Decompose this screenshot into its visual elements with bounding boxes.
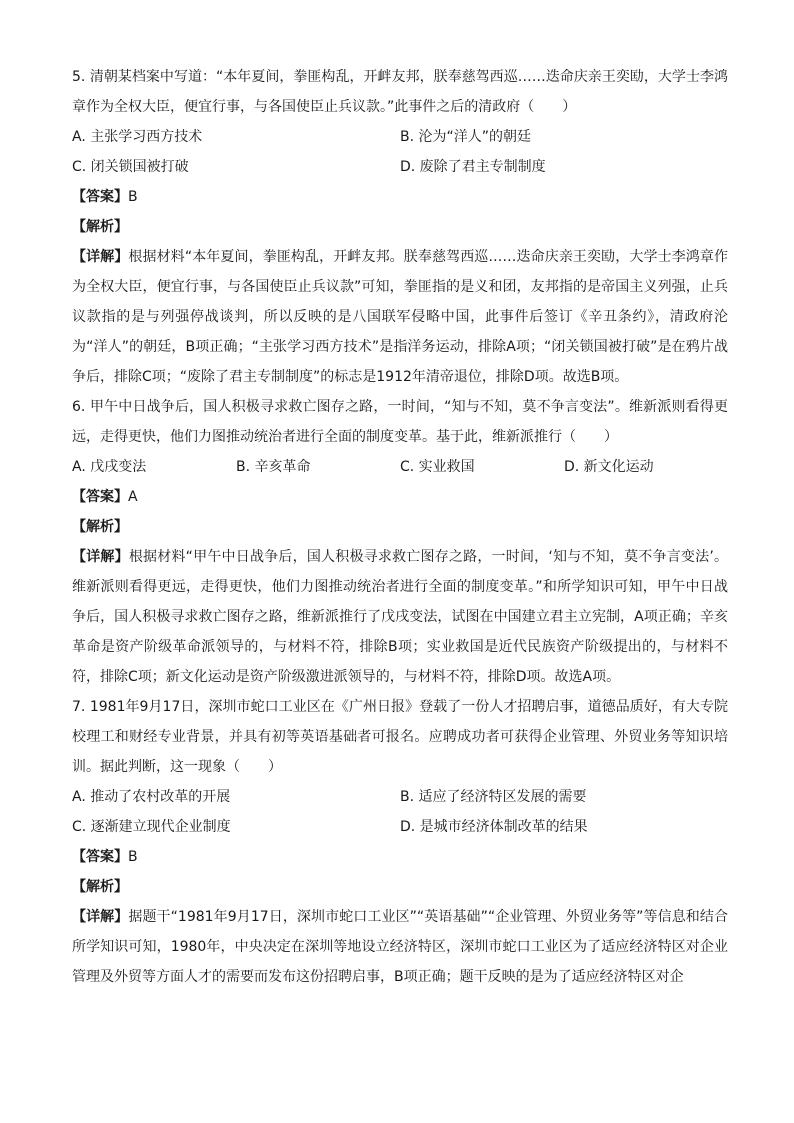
question-stem: 5. 清朝某档案中写道：“本年夏间，拳匪构乱，开衅友邦，朕奉慈驾西巡……迭命庆亲王奕劻，大学士李鸿章作为全权大臣，便宜行事，与各国使臣止兵议款。”此事件之后的清政府（ ） — [72, 69, 728, 115]
question-7 — [72, 692, 728, 992]
analysis-label: 【解析】 — [72, 219, 128, 235]
answer-label: 【答案】 — [72, 189, 128, 205]
option-b: B. 沦为“洋人”的朝廷 — [400, 129, 532, 145]
question-stem: 7. 1981年9月17日，深圳市蛇口工业区在《广州日报》登载了一份人才招聘启事，道德品质好，有大专院校理工和财经专业背景，并具有初等英语基础者可报名。应聘成功者可获得企业管理、外贸业务等知识培训。据此判断，这一现象（ ） — [72, 699, 728, 775]
document-content — [72, 62, 728, 992]
option-a: A. 戊戌变法 — [72, 459, 147, 475]
detail-label: 【详解】 — [72, 249, 129, 265]
detail-text: 根据材料“甲午中日战争后，国人积极寻求救亡图存之路，一时间，‘知与不知，莫不争言变法’。维新派则看得更远，走得更快，他们力图推动统治者进行全面的制度变革。”和所学知识可知，甲午中日战争后，国人积极寻求救亡图存之路，维新派推行了戊戌变法，试图在中国建立君主立宪制，A项正确；辛亥革命是资产阶级革命派领导的，与材料不符，排除B项；实业救国是近代民族资产阶级提出的，与材料不符，排除C项；新文化运动是资产阶级激进派领导的，与材料不符，排除D项。故选A项。 — [72, 549, 729, 685]
answer-value: B — [128, 849, 138, 865]
detail-label: 【详解】 — [72, 549, 129, 565]
option-c: C. 闭关锁国被打破 — [72, 159, 189, 175]
question-6 — [72, 392, 728, 692]
detail-text: 根据材料“本年夏间，拳匪构乱，开衅友邦。朕奉慈驾西巡……迭命庆亲王奕劻，大学士李鸿章作为全权大臣，便宜行事，与各国使臣止兵议款”可知，拳匪指的是义和团，友邦指的是帝国主义列强，止兵议款指的是与列强停战谈判，所以反映的是八国联军侵略中国，此事件后签订《辛丑条约》，清政府沦为“洋人”的朝廷，B项正确；“主张学习西方技术”是指洋务运动，排除A项；“闭关锁国被打破”是在鸦片战争后，排除C项；“废除了君主专制制度”的标志是1912年清帝退位，排除D项。故选B项。 — [72, 249, 728, 385]
detail-text: 据题干“1981年9月17日，深圳市蛇口工业区”“英语基础”“企业管理、外贸业务等”等信息和结合所学知识可知，1980年，中央决定在深圳等地设立经济特区，深圳市蛇口工业区为了适应经济特区对企业管理及外贸等方面人才的需要而发布这份招聘启事，B项正确；题干反映的是为了适应经济特区对企 — [72, 909, 728, 985]
detail-paragraph — [72, 242, 728, 392]
analysis-line — [72, 872, 728, 902]
option-a: A. 推动了农村改革的开展 — [72, 789, 231, 805]
detail-paragraph — [72, 542, 728, 692]
answer-label: 【答案】 — [72, 489, 128, 505]
answer-line — [72, 842, 728, 872]
option-c: C. 逐渐建立现代企业制度 — [72, 819, 231, 835]
analysis-line — [72, 512, 728, 542]
analysis-label: 【解析】 — [72, 519, 128, 535]
option-list — [72, 122, 728, 182]
option-list — [72, 452, 728, 482]
answer-line — [72, 182, 728, 212]
question-stem: 6. 甲午中日战争后，国人积极寻求救亡图存之路，一时间，“知与不知，莫不争言变法”。维新派则看得更远，走得更快，他们力图推动统治者进行全面的制度变革。基于此，维新派推行（ ） — [72, 399, 728, 445]
answer-value: B — [128, 189, 138, 205]
option-a: A. 主张学习西方技术 — [72, 129, 203, 145]
option-d: D. 新文化运动 — [564, 459, 654, 475]
detail-label: 【详解】 — [72, 909, 129, 925]
option-list — [72, 782, 728, 842]
answer-line — [72, 482, 728, 512]
option-c: C. 实业救国 — [400, 459, 475, 475]
option-b: B. 辛亥革命 — [236, 459, 311, 475]
analysis-label: 【解析】 — [72, 879, 128, 895]
option-d: D. 废除了君主专制制度 — [400, 159, 546, 175]
option-d: D. 是城市经济体制改革的结果 — [400, 819, 588, 835]
answer-label: 【答案】 — [72, 849, 128, 865]
detail-paragraph — [72, 902, 728, 992]
question-5 — [72, 62, 728, 392]
answer-value: A — [128, 489, 138, 505]
analysis-line — [72, 212, 728, 242]
option-b: B. 适应了经济特区发展的需要 — [400, 789, 587, 805]
